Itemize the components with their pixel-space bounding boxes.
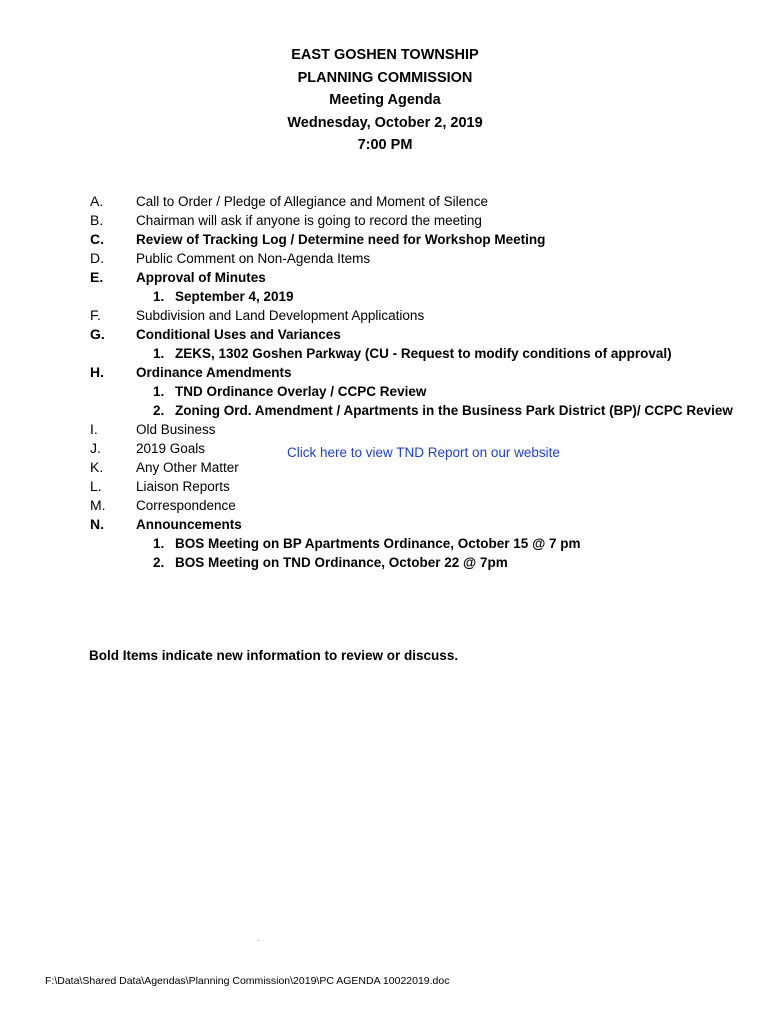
item-text: Any Other Matter — [136, 460, 239, 475]
agenda-subitem — [0, 534, 770, 553]
item-letter: H. — [90, 364, 104, 380]
file-path-footer: F:\Data\Shared Data\Agendas\Planning Commission\2019\PC AGENDA 10022019.doc — [45, 975, 450, 987]
agenda-header — [0, 44, 770, 157]
agenda-subitem — [0, 401, 770, 420]
item-letter: I. — [90, 421, 98, 437]
item-text: Chairman will ask if anyone is going to record the meeting — [136, 213, 482, 228]
item-letter: B. — [90, 212, 104, 228]
subitem-text: September 4, 2019 — [175, 289, 294, 304]
item-letter: G. — [90, 326, 105, 342]
subitem-text: TND Ordinance Overlay / CCPC Review — [175, 384, 427, 399]
agenda-item-m — [0, 496, 770, 515]
agenda-list — [0, 192, 770, 572]
item-text: Public Comment on Non-Agenda Items — [136, 251, 371, 266]
agenda-item-h — [0, 363, 770, 382]
agenda-item-b — [0, 211, 770, 230]
agenda-subitem — [0, 344, 770, 363]
subitem-text: BOS Meeting on BP Apartments Ordinance, October 15 @ 7 pm — [175, 536, 581, 551]
meeting-time: 7:00 PM — [357, 137, 413, 153]
item-letter: K. — [90, 459, 104, 475]
agenda-item-n — [0, 515, 770, 534]
item-letter: C. — [90, 231, 104, 247]
item-text: Review of Tracking Log / Determine need for Workshop Meeting — [136, 232, 546, 247]
commission-name: PLANNING COMMISSION — [297, 69, 473, 86]
item-letter: F. — [90, 307, 101, 323]
item-letter: L. — [90, 478, 102, 494]
agenda-item-l — [0, 477, 770, 496]
agenda-item-f — [0, 306, 770, 325]
document-title: Meeting Agenda — [329, 92, 441, 108]
item-letter: A. — [90, 193, 104, 209]
agenda-item-c — [0, 230, 770, 249]
subitem-number: 2. — [153, 403, 165, 418]
township-name: EAST GOSHEN TOWNSHIP — [291, 47, 479, 63]
meeting-date: Wednesday, October 2, 2019 — [287, 114, 483, 131]
subitem-text: Zoning Ord. Amendment / Apartments in the Business Park District (BP)/ CCPC Review — [175, 403, 733, 418]
agenda-item-g — [0, 325, 770, 344]
subitem-number: 1. — [153, 289, 165, 304]
agenda-subitem — [0, 553, 770, 572]
subitem-text: BOS Meeting on TND Ordinance, October 22 @ 7pm — [175, 555, 508, 570]
item-letter: D. — [90, 250, 104, 266]
subitem-text: ZEKS, 1302 Goshen Parkway (CU - Request to modify conditions of approval) — [175, 346, 672, 361]
agenda-item-i — [0, 420, 770, 439]
subitem-number: 1. — [153, 384, 165, 399]
agenda-subitem — [0, 382, 770, 401]
scan-speck — [257, 940, 259, 941]
item-text: Liaison Reports — [136, 479, 230, 494]
tnd-report-link[interactable]: Click here to view TND Report on our website — [287, 445, 560, 460]
agenda-item-a — [0, 192, 770, 211]
item-text: Approval of Minutes — [136, 270, 266, 285]
item-text: Conditional Uses and Variances — [136, 327, 341, 342]
agenda-item-d — [0, 249, 770, 268]
subitem-number: 1. — [153, 346, 165, 361]
bold-items-note: Bold Items indicate new information to review or discuss. — [89, 648, 459, 663]
subitem-number: 1. — [153, 536, 165, 551]
item-letter: E. — [90, 269, 104, 285]
item-text: Old Business — [136, 422, 216, 437]
item-letter: M. — [90, 497, 106, 513]
item-text: Ordinance Amendments — [136, 365, 292, 380]
item-letter: J. — [90, 440, 101, 456]
item-text: 2019 Goals — [136, 441, 206, 456]
item-text: Call to Order / Pledge of Allegiance and Moment of Silence — [136, 194, 488, 209]
agenda-item-k — [0, 458, 770, 477]
agenda-item-e — [0, 268, 770, 287]
item-letter: N. — [90, 516, 104, 532]
subitem-number: 2. — [153, 555, 165, 570]
item-text: Announcements — [136, 517, 242, 532]
agenda-subitem — [0, 287, 770, 306]
item-text: Correspondence — [136, 498, 236, 513]
item-text: Subdivision and Land Development Applications — [136, 308, 425, 323]
